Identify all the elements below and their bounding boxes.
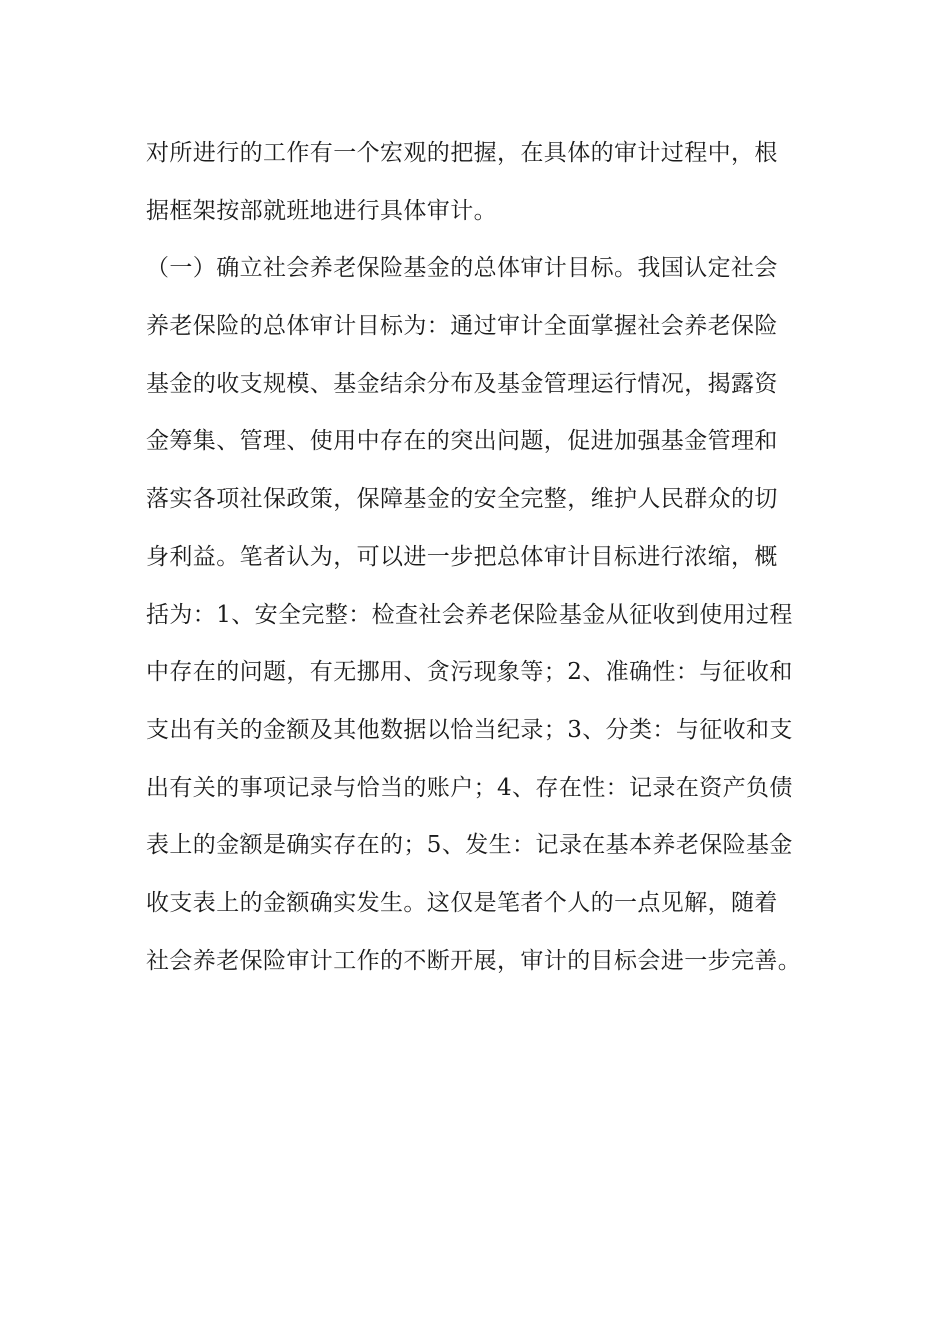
text-line-10: 中存在的问题，有无挪用、贪污现象等；2、准确性：与征收和 <box>146 659 793 686</box>
text-line-9: 括为：1、安全完整：检查社会养老保险基金从征收到使用过程 <box>146 601 793 628</box>
text-line-3: （一）确立社会养老保险基金的总体审计目标。我国认定社会 <box>146 255 778 282</box>
body-text <box>146 130 816 995</box>
text-line-7: 落实各项社保政策，保障基金的安全完整，维护人民群众的切 <box>146 486 778 513</box>
text-line-13: 表上的金额是确实存在的；5、发生：记录在基本养老保险基金 <box>146 832 793 859</box>
text-line-12: 出有关的事项记录与恰当的账户；4、存在性：记录在资产负债 <box>146 774 793 801</box>
text-line-5: 基金的收支规模、基金结余分布及基金管理运行情况，揭露资 <box>146 370 778 397</box>
text-line-11: 支出有关的金额及其他数据以恰当纪录；3、分类：与征收和支 <box>146 716 793 743</box>
text-line-1: 对所进行的工作有一个宏观的把握，在具体的审计过程中，根 <box>146 140 778 166</box>
text-line-15: 社会养老保险审计工作的不断开展，审计的目标会进一步完善。 <box>146 947 802 974</box>
text-line-4: 养老保险的总体审计目标为：通过审计全面掌握社会养老保险 <box>146 313 778 340</box>
text-line-8: 身利益。笔者认为，可以进一步把总体审计目标进行浓缩，概 <box>146 543 778 570</box>
text-line-6: 金筹集、管理、使用中存在的突出问题，促进加强基金管理和 <box>146 428 778 455</box>
text-line-2: 据框架按部就班地进行具体审计。 <box>146 197 497 224</box>
text-line-14: 收支表上的金额确实发生。这仅是笔者个人的一点见解，随着 <box>146 889 778 916</box>
